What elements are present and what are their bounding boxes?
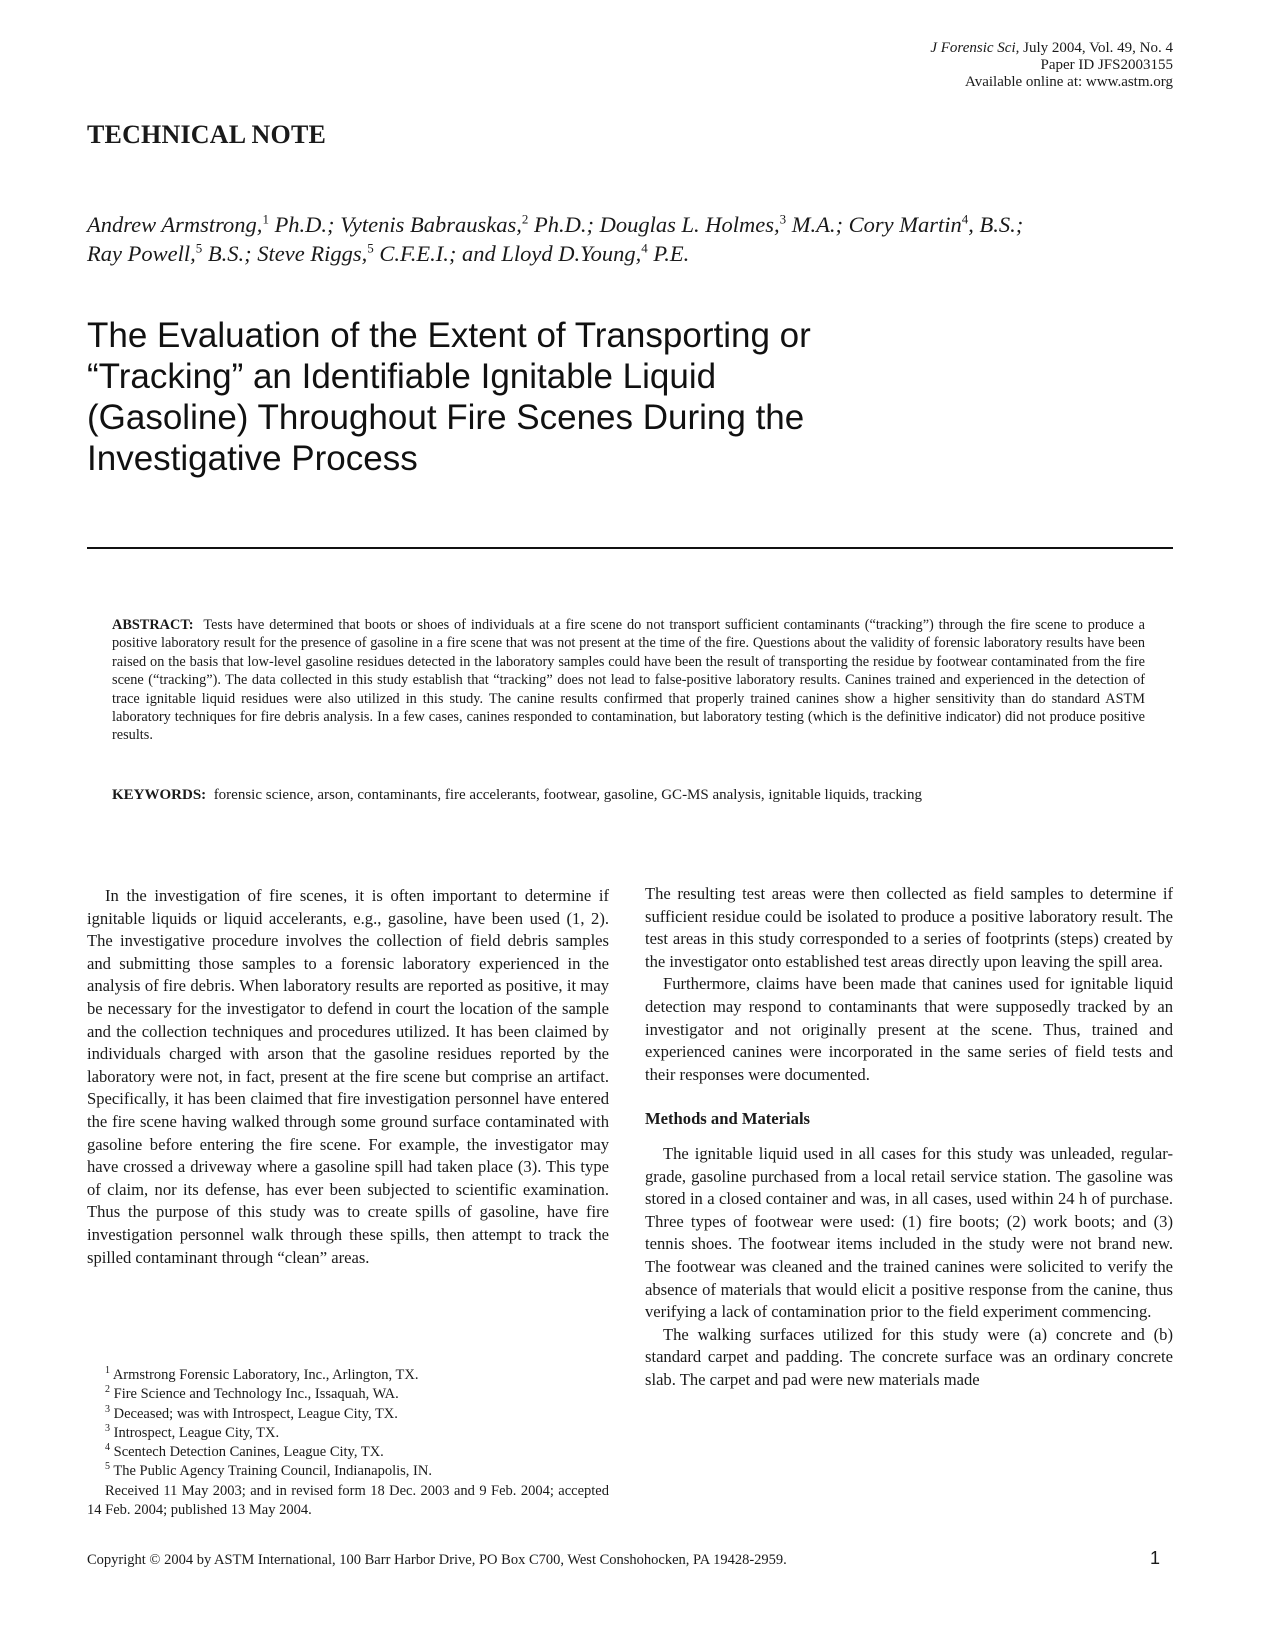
author-degree: Ph.D.; [268, 212, 341, 237]
body-paragraph: The ignitable liquid used in all cases for this study was unleaded, regular-grade, gasoline purchased from a local retail service station. The gasoline was stored in a closed container and was, in all cases, used within 24 h of purchase. Three types of footwear were used: (1) fire boots; (2) work boots; and (3) tennis shoes. The footwear items included in the study were not brand new. The footwear was cleaned and the trained canines were solicited to verify the absence of materials that would elicit a positive response from the canine, thus verifying a lack of contamination prior to the field experiment commencing. [645, 1143, 1173, 1322]
author-name: Douglas L. Holmes, [599, 212, 780, 237]
footnote [87, 1405, 609, 1424]
title-line: “Tracking” an Identifiable Ignitable Liquid [87, 357, 717, 396]
section-heading-methods: Methods and Materials [645, 1109, 811, 1129]
received-dates: Received 11 May 2003; and in revised form 18 Dec. 2003 and 9 Feb. 2004; accepted 14 Feb. 2004; published 13 May 2004. [87, 1482, 609, 1519]
author-line-1 [87, 210, 1187, 239]
body-paragraph: The resulting test areas were then collected as field samples to determine if sufficient residue could be isolated to produce a positive laboratory result. The test areas in this study corresponded to a series of footprints (steps) created by the investigator onto established test areas directly upon leaving the spill area. [645, 884, 1173, 971]
footnote-mark: 4 [105, 1442, 110, 1454]
footnote-mark: 3 [105, 1403, 110, 1415]
affiliation-mark: 3 [779, 211, 787, 227]
abstract-text: Tests have determined that boots or shoes of individuals at a fire scene do not transport sufficient contaminants (“tracking”) through the fire scene to produce a positive laboratory result for the presence of gasoline in a fire scene that was not present at the time of the fire. Questions about the validity of forensic laboratory results have been raised on the basis that low-level gasoline residues detected in the laboratory samples could have been the result of transporting the residue by footwear contaminated from the fire scene (“tracking”). The data collected in this study establish that “tracking” does not lead to false-positive laboratory results. Canines trained and experienced in the detection of trace ignitable liquid residues were also utilized in this study. The canine results confirmed that properly trained canines show a higher sensitivity than do standard ASTM laboratory techniques for fire debris analysis. In a few cases, canines responded to contamination, but laboratory testing (which is the definitive indicator) did not produce positive results. [112, 617, 1145, 744]
author-line-2 [87, 239, 1187, 268]
keywords-label: KEYWORDS: [112, 787, 207, 803]
affiliation-mark: 5 [367, 240, 374, 256]
affiliation-mark: 1 [262, 211, 269, 227]
footnote-text: Armstrong Forensic Laboratory, Inc., Arlington, TX. [112, 1367, 419, 1383]
footnote [87, 1462, 609, 1481]
title-line: Investigative Process [87, 439, 418, 478]
author-degree: C.F.E.I.; and [373, 241, 502, 266]
footnote-text: The Public Agency Training Council, Indianapolis, IN. [113, 1463, 432, 1480]
affiliation-mark: 4 [641, 240, 648, 256]
author-degree: M.A.; [786, 212, 849, 237]
author-list [87, 210, 1187, 268]
footnote-text: Fire Science and Technology Inc., Issaquah, WA. [113, 1386, 399, 1403]
body-paragraph: In the investigation of fire scenes, it is often important to determine if ignitable liquids or liquid accelerants, e.g., gasoline, have been used (1, 2). The investigative procedure involves the collection of field debris samples and submitting those samples to a forensic laboratory experienced in the analysis of fire debris. When laboratory results are reported as positive, it may be necessary for the investigator to defend in court the location of the sample and the collection techniques and procedures utilized. It has been claimed by individuals charged with arson that the gasoline residues reported by the laboratory were not, in fact, present at the fire scene but comprise an artifact. Specifically, it has been claimed that fire investigation personnel have entered the fire scene having walked through some ground surface contaminated with gasoline before entering the fire scene. For example, the investigator may have crossed a driveway where a gasoline spill had taken place (3). This type of claim, nor its defense, has ever been subjected to scientific examination. Thus the purpose of this study was to create spills of gasoline, have fire investigation personnel walk through these spills, then attempt to track the spilled contaminant through “clean” areas. [87, 886, 609, 1267]
author-name: Vytenis Babrauskas, [340, 212, 522, 237]
journal-info [760, 40, 1173, 91]
title-line: The Evaluation of the Extent of Transporting or [87, 316, 811, 355]
body-paragraph: Furthermore, claims have been made that canines used for ignitable liquid detection may respond to contaminants that were supposedly tracked by an investigator and not originally present at the scene. Thus, trained and experienced canines were incorporated in the same series of field tests and their responses were documented. [645, 974, 1173, 1084]
abstract [112, 616, 1145, 745]
footnote [87, 1366, 609, 1385]
keywords-text: forensic science, arson, contaminants, fire accelerants, footwear, gasoline, GC-MS analysis, ignitable liquids, tracking [213, 787, 923, 803]
title-line: (Gasoline) Throughout Fire Scenes During the [87, 398, 805, 437]
author-degree: B.S.; [202, 241, 258, 266]
author-name: Andrew Armstrong, [87, 212, 263, 237]
copyright: Copyright © 2004 by ASTM International, 100 Barr Harbor Drive, PO Box C700, West Conshohocken, PA 19428-2959. [87, 1552, 787, 1568]
footnote [87, 1385, 609, 1404]
footnote-text: Introspect, League City, TX. [113, 1424, 280, 1441]
affiliation-mark: 5 [195, 240, 203, 256]
author-name: Ray Powell, [87, 241, 196, 266]
footnote [87, 1443, 609, 1462]
paper-title [87, 315, 907, 479]
author-degree: P.E. [647, 241, 690, 266]
page-number: 1 [1150, 1548, 1161, 1568]
footnote-text: Scentech Detection Canines, League City, TX. [113, 1444, 384, 1461]
author-name: Lloyd D.Young, [501, 241, 642, 266]
footnote-mark: 3 [105, 1423, 110, 1435]
body-column-left [87, 885, 609, 1269]
affiliation-mark: 4 [961, 211, 969, 227]
section-type: TECHNICAL NOTE [87, 120, 327, 149]
title-divider [87, 547, 1173, 549]
footnotes [87, 1366, 609, 1520]
body-column-right [645, 883, 1173, 1391]
body-paragraph: The walking surfaces utilized for this study were (a) concrete and (b) standard carpet and padding. The concrete surface was an ordinary concrete slab. The carpet and pad were new materials made [645, 1324, 1173, 1389]
footnote [87, 1424, 609, 1443]
footnote-mark: 5 [105, 1461, 110, 1473]
author-name: Steve Riggs, [257, 241, 368, 266]
author-name: Cory Martin [848, 212, 962, 237]
abstract-label: ABSTRACT: [112, 617, 194, 633]
author-degree: , B.S.; [968, 212, 1024, 237]
footnote-text: Deceased; was with Introspect, League City, TX. [113, 1405, 398, 1422]
availability: Available online at: www.astm.org [964, 74, 1173, 90]
journal-citation [760, 40, 1173, 57]
paper-id: Paper ID JFS2003155 [1040, 57, 1173, 73]
footnote-mark: 1 [105, 1365, 110, 1377]
keywords [112, 786, 1152, 804]
journal-issue: July 2004, Vol. 49, No. 4 [1023, 40, 1173, 56]
footnote-mark: 2 [105, 1384, 110, 1396]
author-degree: Ph.D.; [528, 212, 600, 237]
affiliation-mark: 2 [521, 211, 529, 227]
journal-name: J Forensic Sci, [930, 40, 1020, 56]
